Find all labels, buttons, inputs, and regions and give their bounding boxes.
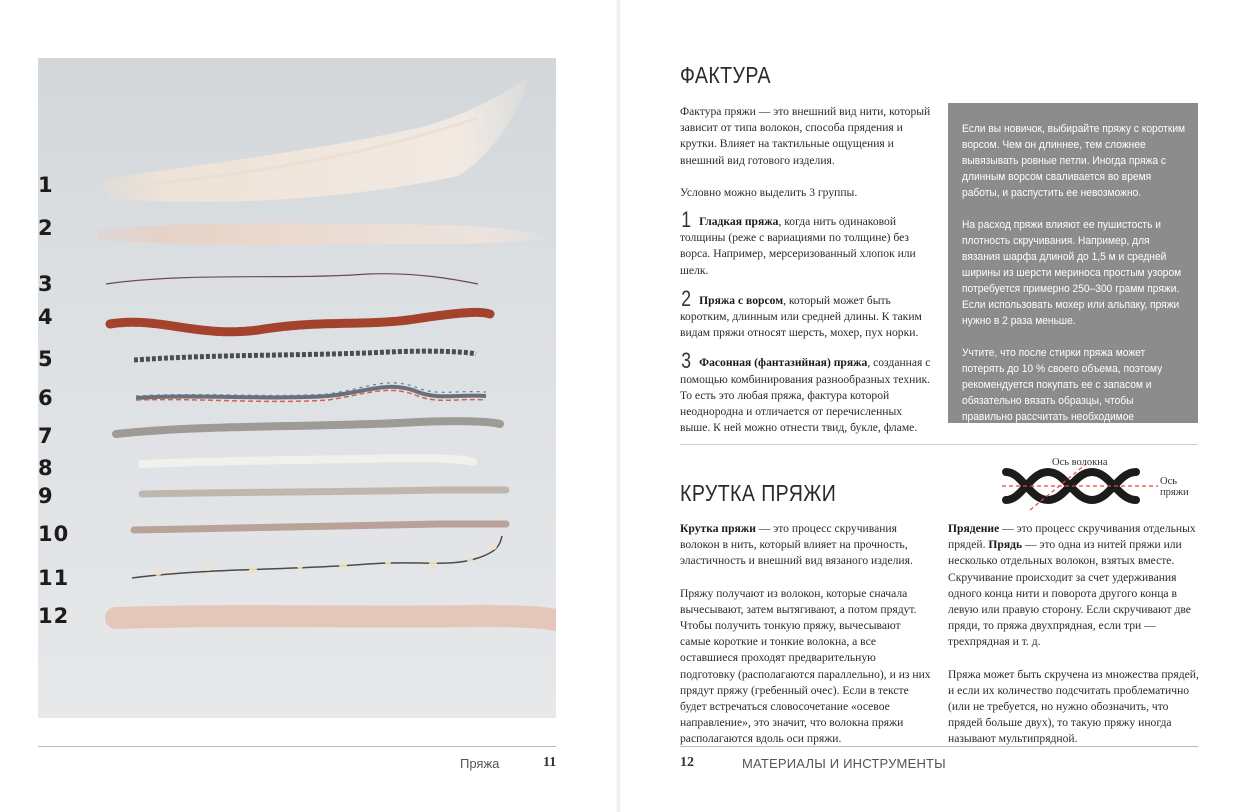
tip-paragraph-2: На расход пряжи влияют ее пушистость и плотность скручивания. Например, для вязания шарфа длиной до 1,5 м и средней ширины из шерсти мериноса простым узором потребуется примерно 250–300 грамм пряжи. Если использовать мохер или альпаку, пряжи нужно в 2 раза меньше. [962, 219, 1182, 327]
tip-paragraph-1: Если вы новичок, выбирайте пряжу с коротким ворсом. Чем он длиннее, тем сложнее вывязывать ровные петли. Иногда пряжа с длинным ворсом сваливается во время работы, и распустить ее невозможно. [962, 123, 1186, 199]
twist-definition [680, 521, 932, 570]
group-text: , который может быть коротким, длинным или средней длины. К таким видам пряжи относят шерсть, мохер, пух норки. [680, 293, 922, 340]
group-term: Гладкая пряжа [699, 215, 779, 229]
section-title-twist: КРУТКА ПРЯЖИ [680, 480, 837, 506]
texture-column [680, 104, 932, 452]
page-number: 11 [543, 755, 557, 770]
group-term: Пряжа с ворсом [699, 293, 784, 307]
yarn-sample-2 [98, 223, 548, 245]
group-text: , когда нить одинаковой толщины (реже с вариациями по толщине) без ворса. Например, мерсеризованный хлопок или шелк. [680, 215, 916, 277]
groups-intro: Условно можно выделить 3 группы. [680, 185, 858, 199]
yarn-sample-5 [134, 351, 476, 360]
yarn-sample-10 [134, 524, 506, 530]
yarn-sample-1 [98, 78, 528, 202]
yarn-production-paragraph: Пряжу получают из волокон, которые сначала вычесывают, затем вытягивают, а потом прядут. Чтобы получить тонкую пряжу, вычесывают самые короткие и тонкие волокна, а все оставшиеся проходят предварительную подготовку (располагаются параллельно), и из них прядут пряжу (гребенный очес). Если в тексте будет встречаться словосочетание «осевое направление», это значит, что волокна пряжи располагаются вдоль оси пряжи. [680, 586, 931, 746]
group-item-2 [680, 285, 932, 342]
running-title-right: МАТЕРИАЛЫ И ИНСТРУМЕНТЫ [742, 756, 946, 771]
yarn-number-5: 5 [38, 347, 54, 371]
group-number: 1 [681, 207, 692, 233]
left-page [0, 0, 617, 812]
yarn-number-11: 11 [38, 566, 70, 590]
yarn-sample-7 [116, 421, 500, 434]
group-item-1 [680, 207, 932, 279]
yarn-samples-photo [38, 58, 556, 718]
running-title: Пряжа [460, 756, 500, 771]
yarn-sample-11 [132, 536, 502, 578]
footer-rule-right [680, 746, 1198, 747]
spinning-term: Прядение [948, 522, 1000, 535]
yarn-number-7: 7 [38, 424, 54, 448]
yarn-number-12: 12 [38, 604, 70, 628]
yarn-sample-9 [142, 490, 506, 494]
yarn-number-9: 9 [38, 484, 54, 508]
yarn-number-1: 1 [38, 173, 54, 197]
texture-intro: Фактура пряжи — это внешний вид нити, который зависит от типа волокон, способа прядения и крутки. Влияет на тактильные ощущения и внешний вид готового изделия. [680, 105, 931, 167]
yarn-axis-label: Ось пряжи [1160, 476, 1189, 498]
page-number-right: 12 [680, 755, 694, 770]
yarn-number-8: 8 [38, 456, 54, 480]
section-divider [680, 444, 1198, 445]
yarn-number-10: 10 [38, 522, 70, 546]
spinning-definition [948, 521, 1200, 651]
yarn-sample-4 [110, 312, 490, 331]
section-title-texture: ФАКТУРА [680, 62, 771, 88]
strand-term: Прядь [988, 538, 1023, 552]
group-term: Фасонная (фантазийная) пряжа [699, 356, 868, 370]
group-text: , созданная с помощью комбинирования разнообразных техник. То есть это любая пряжа, фактура которой неоднородна и отличается от перечисленных выше. К ней можно отнести твид, букле, фламе. [680, 356, 931, 435]
spinning-text: — это процесс скручивания отдельных прядей. [948, 522, 1196, 552]
strand-text: — это одна из нитей пряжи или несколько отдельных волокон, взятых вместе. Скручивание происходит за счет удерживания одного конца нити и поворота другого конца в левую или правую сторону. Если скручивают две пряди, то пряжа двухпрядная, если три — трехпрядная и т. д. [948, 538, 1191, 649]
twist-definition-text: — это процесс скручивания волокон в нить, который влияет на прочность, эластичность и внешний вид вязаного изделия. [680, 522, 913, 568]
footer-rule [38, 746, 556, 747]
yarn-number-2: 2 [38, 216, 54, 240]
group-number: 2 [681, 285, 692, 311]
multi-strand-paragraph: Пряжа может быть скручена из множества прядей, и если их количество подсчитать проблематично (или не требуется, но нужно обозначить, что прядей больше двух), то такую пряжу иногда называют мультипрядной. [948, 667, 1199, 746]
yarn-number-4: 4 [38, 305, 54, 329]
tip-box [948, 103, 1198, 439]
yarn-sample-8 [142, 458, 473, 464]
yarn-number-3: 3 [38, 272, 54, 296]
yarn-sample-12 [116, 616, 554, 620]
yarn-sample-6 [136, 383, 486, 402]
twist-term: Крутка пряжи [680, 522, 756, 535]
group-number: 3 [681, 348, 692, 374]
group-item-3 [680, 348, 932, 436]
twist-column-2 [948, 521, 1200, 764]
twist-column-1 [680, 521, 932, 764]
yarn-samples-illustration [38, 58, 556, 718]
yarn-number-6: 6 [38, 386, 54, 410]
fiber-axis-label: Ось волокна [1052, 457, 1108, 468]
tip-paragraph-3: Учтите, что после стирки пряжа может потерять до 10 % своего объема, поэтому рекомендуется покупать ее с запасом и обязательно вязать образцы, чтобы правильно рассчитать необходимое количество. [962, 347, 1163, 439]
yarn-sample-3 [106, 274, 478, 284]
